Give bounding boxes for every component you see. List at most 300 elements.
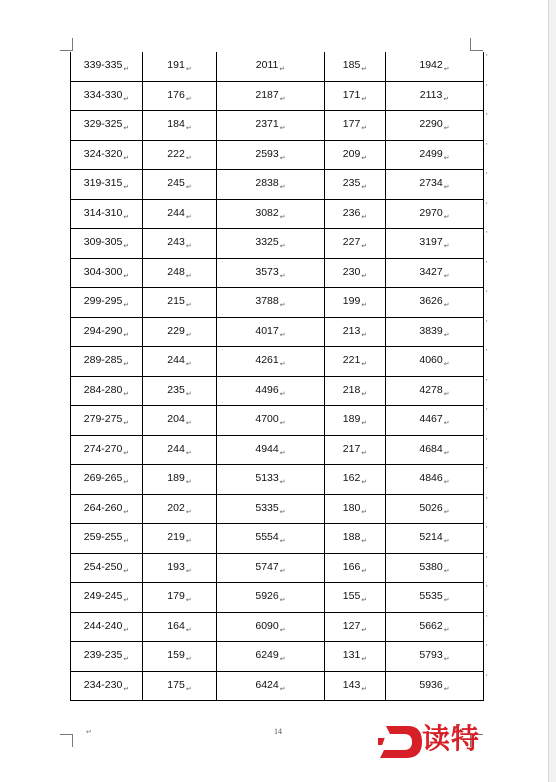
table-cell [143, 553, 217, 583]
cell-value: 5133 [255, 472, 279, 485]
cell-end-mark: ↵ [443, 567, 450, 575]
cell-end-mark: ↵ [279, 125, 286, 133]
cell-value: 329-325 [83, 118, 123, 131]
cell-value: 185 [342, 59, 361, 72]
cell-value: 269-265 [83, 472, 123, 485]
cell-end-mark: ↵ [279, 184, 286, 192]
cell-end-mark: ↵ [279, 361, 286, 369]
cell-value: 5926 [255, 590, 279, 603]
table-cell [71, 347, 143, 377]
cell-value: 244 [167, 442, 185, 455]
table-row [71, 376, 484, 406]
cell-end-mark: ↵ [279, 656, 286, 664]
cell-end-mark: ↵ [279, 567, 286, 575]
cell-value: 309-305 [83, 236, 123, 249]
cell-end-mark: ↵ [123, 213, 130, 221]
cell-end-mark: ↵ [361, 685, 368, 693]
cell-end-mark: ↵ [443, 361, 450, 369]
table-cell [71, 317, 143, 347]
table-cell [143, 612, 217, 642]
cell-value: 3427 [419, 265, 443, 278]
cell-value: 235 [167, 383, 185, 396]
cell-end-mark: ↵ [361, 656, 368, 664]
cell-end-mark: ↵ [443, 154, 450, 162]
table-cell [143, 435, 217, 465]
table-cell [71, 229, 143, 259]
table-cell [143, 258, 217, 288]
table-cell [386, 52, 484, 81]
cell-end-mark: ↵ [279, 213, 286, 221]
cell-value: 334-330 [83, 88, 123, 101]
table-cell [325, 258, 386, 288]
table-cell [217, 612, 325, 642]
cell-value: 175 [167, 678, 185, 691]
cell-value: 304-300 [83, 265, 123, 278]
table-cell [325, 642, 386, 672]
cell-end-mark: ↵ [361, 331, 368, 339]
cell-value: 6090 [255, 619, 279, 632]
cell-end-mark: ↵ [443, 243, 450, 251]
table-row [71, 170, 484, 200]
table-cell [325, 347, 386, 377]
table-row [71, 258, 484, 288]
cell-value: 5662 [419, 619, 443, 632]
cell-end-mark: ↵ [123, 420, 130, 428]
row-end-mark: ' [486, 171, 488, 180]
cell-end-mark: ↵ [185, 243, 192, 251]
cell-value: 5026 [419, 501, 443, 514]
cell-end-mark: ↵ [185, 125, 192, 133]
table-cell [217, 642, 325, 672]
table-cell [217, 170, 325, 200]
cell-end-mark: ↵ [185, 361, 192, 369]
paragraph-mark: ↵ [86, 729, 92, 736]
table-cell [386, 229, 484, 259]
table-cell [325, 52, 386, 81]
cell-value: 217 [342, 442, 361, 455]
table-cell [71, 435, 143, 465]
cell-value: 4496 [255, 383, 279, 396]
row-end-mark: ' [486, 200, 488, 210]
cell-end-mark: ↵ [185, 538, 192, 546]
cell-end-mark: ↵ [361, 361, 368, 369]
table-cell [217, 288, 325, 318]
row-end-mark: ' [486, 348, 488, 357]
table-cell [217, 347, 325, 377]
cell-end-mark: ↵ [361, 597, 368, 605]
cell-value: 235 [342, 177, 361, 190]
cell-end-mark: ↵ [123, 95, 130, 103]
cell-end-mark: ↵ [123, 508, 130, 516]
cell-end-mark: ↵ [361, 508, 368, 516]
right-scroll-gutter [548, 0, 556, 782]
table-cell [217, 376, 325, 406]
cell-value: 339-335 [83, 59, 123, 72]
cell-value: 127 [342, 619, 361, 632]
cell-value: 171 [342, 88, 361, 101]
cell-value: 209 [342, 147, 361, 160]
cell-end-mark: ↵ [361, 213, 368, 221]
table-cell [71, 81, 143, 111]
cell-value: 4467 [419, 413, 443, 426]
cell-value: 193 [167, 560, 185, 573]
cell-value: 215 [167, 295, 185, 308]
table-cell [143, 347, 217, 377]
table-cell [386, 671, 484, 701]
cell-end-mark: ↵ [185, 656, 192, 664]
table-cell [325, 583, 386, 613]
cell-value: 5214 [419, 531, 443, 544]
row-end-mark: ' [486, 82, 488, 92]
cell-end-mark: ↵ [279, 66, 286, 74]
table-cell [217, 524, 325, 554]
table-cell [217, 317, 325, 347]
cell-end-mark: ↵ [185, 66, 192, 74]
cell-end-mark: ↵ [443, 184, 450, 192]
cell-value: 179 [167, 590, 185, 603]
cell-end-mark: ↵ [279, 302, 286, 310]
cell-end-mark: ↵ [443, 508, 450, 516]
cell-value: 213 [342, 324, 361, 337]
cell-value: 3082 [255, 206, 279, 219]
table-cell [143, 376, 217, 406]
table-cell [143, 81, 217, 111]
page-number: 14 [274, 727, 282, 736]
row-end-mark: ' [486, 466, 488, 475]
cell-value: 3626 [419, 295, 443, 308]
table-row [71, 494, 484, 524]
row-end-mark: ' [486, 53, 488, 62]
cell-end-mark: ↵ [443, 213, 450, 221]
cell-end-mark: ↵ [123, 66, 130, 74]
cell-value: 5793 [419, 649, 443, 662]
cell-end-mark: ↵ [361, 243, 368, 251]
row-end-mark: ' [486, 613, 488, 623]
cell-value: 294-290 [83, 324, 123, 337]
row-end-mark: ' [486, 407, 488, 416]
cell-value: 264-260 [83, 501, 123, 514]
table-cell [386, 111, 484, 141]
table-cell [325, 553, 386, 583]
cell-end-mark: ↵ [361, 184, 368, 192]
cell-end-mark: ↵ [361, 390, 368, 398]
table-row [71, 52, 484, 81]
cell-value: 191 [167, 59, 185, 72]
crop-mark-top-left [60, 38, 73, 51]
table-cell [386, 140, 484, 170]
table-row [71, 612, 484, 642]
cell-value: 218 [342, 383, 361, 396]
table-cell [386, 406, 484, 436]
table-cell [143, 170, 217, 200]
table-cell [217, 435, 325, 465]
cell-end-mark: ↵ [279, 538, 286, 546]
cell-value: 180 [342, 501, 361, 514]
table-cell [71, 406, 143, 436]
table-cell [386, 258, 484, 288]
cell-end-mark: ↵ [361, 95, 368, 103]
cell-end-mark: ↵ [185, 302, 192, 310]
table-row [71, 317, 484, 347]
cell-end-mark: ↵ [123, 331, 130, 339]
cell-end-mark: ↵ [361, 154, 368, 162]
cell-end-mark: ↵ [443, 479, 450, 487]
cell-value: 2290 [419, 118, 443, 131]
cell-end-mark: ↵ [123, 449, 130, 457]
cell-end-mark: ↵ [185, 154, 192, 162]
table-cell [143, 288, 217, 318]
table-row [71, 671, 484, 701]
table-cell [143, 524, 217, 554]
table-row [71, 553, 484, 583]
table-cell [143, 140, 217, 170]
cell-end-mark: ↵ [123, 567, 130, 575]
cell-end-mark: ↵ [279, 597, 286, 605]
cell-end-mark: ↵ [123, 154, 130, 162]
cell-value: 3197 [419, 236, 443, 249]
cell-value: 3788 [255, 295, 279, 308]
cell-end-mark: ↵ [123, 597, 130, 605]
table-cell [325, 612, 386, 642]
table-row [71, 435, 484, 465]
cell-end-mark: ↵ [185, 597, 192, 605]
table-cell [325, 406, 386, 436]
cell-value: 176 [167, 88, 185, 101]
table-cell [143, 642, 217, 672]
cell-value: 2734 [419, 177, 443, 190]
cell-value: 274-270 [83, 442, 123, 455]
cell-end-mark: ↵ [123, 626, 130, 634]
cell-end-mark: ↵ [279, 272, 286, 280]
cell-value: 5535 [419, 590, 443, 603]
cell-value: 189 [167, 472, 185, 485]
crop-mark-top-right [470, 38, 483, 51]
cell-value: 249-245 [83, 590, 123, 603]
cell-end-mark: ↵ [279, 508, 286, 516]
table-cell [325, 111, 386, 141]
row-end-mark: ' [486, 289, 488, 298]
cell-value: 4060 [419, 354, 443, 367]
cell-value: 245 [167, 177, 185, 190]
cell-end-mark: ↵ [279, 479, 286, 487]
cell-end-mark: ↵ [443, 538, 450, 546]
table-cell [217, 465, 325, 495]
table-cell [325, 170, 386, 200]
cell-value: 289-285 [83, 354, 123, 367]
cell-value: 244 [167, 354, 185, 367]
row-end-mark: ' [486, 112, 488, 121]
cell-end-mark: ↵ [443, 66, 450, 74]
cell-end-mark: ↵ [361, 567, 368, 575]
row-end-mark: ' [486, 318, 488, 328]
row-end-mark: ' [486, 672, 488, 682]
cell-end-mark: ↵ [443, 272, 450, 280]
cell-value: 243 [167, 236, 185, 249]
cell-value: 2970 [419, 206, 443, 219]
cell-end-mark: ↵ [443, 626, 450, 634]
table-cell [143, 671, 217, 701]
cell-value: 6249 [255, 649, 279, 662]
table-cell [143, 465, 217, 495]
table-cell [217, 583, 325, 613]
cell-value: 5747 [255, 560, 279, 573]
cell-value: 188 [342, 531, 361, 544]
table-cell [71, 52, 143, 81]
cell-value: 314-310 [83, 206, 123, 219]
cell-end-mark: ↵ [361, 538, 368, 546]
cell-value: 166 [342, 560, 361, 573]
table-cell [386, 494, 484, 524]
cell-value: 155 [342, 590, 361, 603]
cell-end-mark: ↵ [361, 449, 368, 457]
table-cell [325, 81, 386, 111]
cell-end-mark: ↵ [279, 390, 286, 398]
table-cell [325, 317, 386, 347]
table-cell [143, 317, 217, 347]
cell-value: 4944 [255, 442, 279, 455]
cell-value: 184 [167, 118, 185, 131]
row-end-mark: ' [486, 141, 488, 151]
table-cell [71, 494, 143, 524]
cell-end-mark: ↵ [185, 184, 192, 192]
cell-value: 236 [342, 206, 361, 219]
cell-value: 2187 [255, 88, 279, 101]
cell-value: 319-315 [83, 177, 123, 190]
cell-end-mark: ↵ [123, 390, 130, 398]
cell-value: 219 [167, 531, 185, 544]
cell-value: 3573 [255, 265, 279, 278]
table-cell [143, 111, 217, 141]
table-cell [71, 642, 143, 672]
cell-end-mark: ↵ [185, 272, 192, 280]
table-cell [325, 465, 386, 495]
cell-value: 131 [342, 649, 361, 662]
cell-value: 189 [342, 413, 361, 426]
cell-end-mark: ↵ [279, 154, 286, 162]
table-cell [217, 494, 325, 524]
row-end-mark: ' [486, 377, 488, 387]
cell-value: 4261 [255, 354, 279, 367]
table-cell [217, 258, 325, 288]
table-row [71, 111, 484, 141]
table-cell [386, 642, 484, 672]
row-end-mark: ' [486, 495, 488, 505]
table-cell [71, 612, 143, 642]
table-cell [143, 494, 217, 524]
cell-value: 234-230 [83, 678, 123, 691]
cell-value: 164 [167, 619, 185, 632]
table-cell [325, 494, 386, 524]
cell-end-mark: ↵ [123, 125, 130, 133]
table-row [71, 642, 484, 672]
cell-end-mark: ↵ [185, 626, 192, 634]
table-cell [71, 671, 143, 701]
cell-value: 244 [167, 206, 185, 219]
cell-value: 221 [342, 354, 361, 367]
table-cell [325, 435, 386, 465]
table-row [71, 229, 484, 259]
table-cell [325, 288, 386, 318]
table-cell [386, 524, 484, 554]
row-end-mark: ' [486, 259, 488, 269]
cell-end-mark: ↵ [185, 449, 192, 457]
table-cell [325, 376, 386, 406]
cell-value: 3839 [419, 324, 443, 337]
table-cell [325, 140, 386, 170]
cell-value: 284-280 [83, 383, 123, 396]
dute-logo-text: 读特 [422, 722, 481, 755]
cell-value: 4278 [419, 383, 443, 396]
table-cell [143, 406, 217, 436]
table-row [71, 347, 484, 377]
table-cell [386, 317, 484, 347]
cell-value: 162 [342, 472, 361, 485]
table-cell [386, 170, 484, 200]
cell-value: 5380 [419, 560, 443, 573]
row-end-mark: ' [486, 584, 488, 593]
cell-value: 230 [342, 265, 361, 278]
cell-value: 2011 [255, 59, 279, 72]
cell-value: 177 [342, 118, 361, 131]
table-row [71, 140, 484, 170]
table-row [71, 81, 484, 111]
cell-end-mark: ↵ [361, 479, 368, 487]
cell-end-mark: ↵ [123, 184, 130, 192]
cell-end-mark: ↵ [443, 390, 450, 398]
cell-value: 5936 [419, 678, 443, 691]
table-cell [217, 111, 325, 141]
cell-value: 5554 [255, 531, 279, 544]
table-cell [217, 553, 325, 583]
table-cell [217, 229, 325, 259]
table-cell [217, 52, 325, 81]
cell-end-mark: ↵ [443, 685, 450, 693]
cell-end-mark: ↵ [185, 420, 192, 428]
table-cell [325, 199, 386, 229]
table-cell [71, 376, 143, 406]
table-cell [386, 612, 484, 642]
cell-end-mark: ↵ [279, 449, 286, 457]
cell-end-mark: ↵ [361, 420, 368, 428]
cell-end-mark: ↵ [443, 449, 450, 457]
cell-end-mark: ↵ [185, 331, 192, 339]
table-cell [386, 81, 484, 111]
table-cell [386, 199, 484, 229]
table-cell [325, 671, 386, 701]
cell-value: 4846 [419, 472, 443, 485]
cell-value: 229 [167, 324, 185, 337]
cell-end-mark: ↵ [361, 66, 368, 74]
cell-value: 299-295 [83, 295, 123, 308]
cell-value: 2499 [419, 147, 443, 160]
table-cell [143, 52, 217, 81]
table-cell [386, 376, 484, 406]
cell-end-mark: ↵ [279, 243, 286, 251]
row-end-marks [486, 52, 496, 701]
cell-end-mark: ↵ [279, 685, 286, 693]
cell-end-mark: ↵ [279, 331, 286, 339]
cell-end-mark: ↵ [185, 390, 192, 398]
cell-value: 239-235 [83, 649, 123, 662]
cell-end-mark: ↵ [361, 626, 368, 634]
cell-end-mark: ↵ [443, 597, 450, 605]
cell-value: 244-240 [83, 619, 123, 632]
row-end-mark: ' [486, 525, 488, 534]
cell-end-mark: ↵ [123, 302, 130, 310]
cell-value: 4700 [255, 413, 279, 426]
cell-value: 199 [342, 295, 361, 308]
cell-value: 2838 [255, 177, 279, 190]
